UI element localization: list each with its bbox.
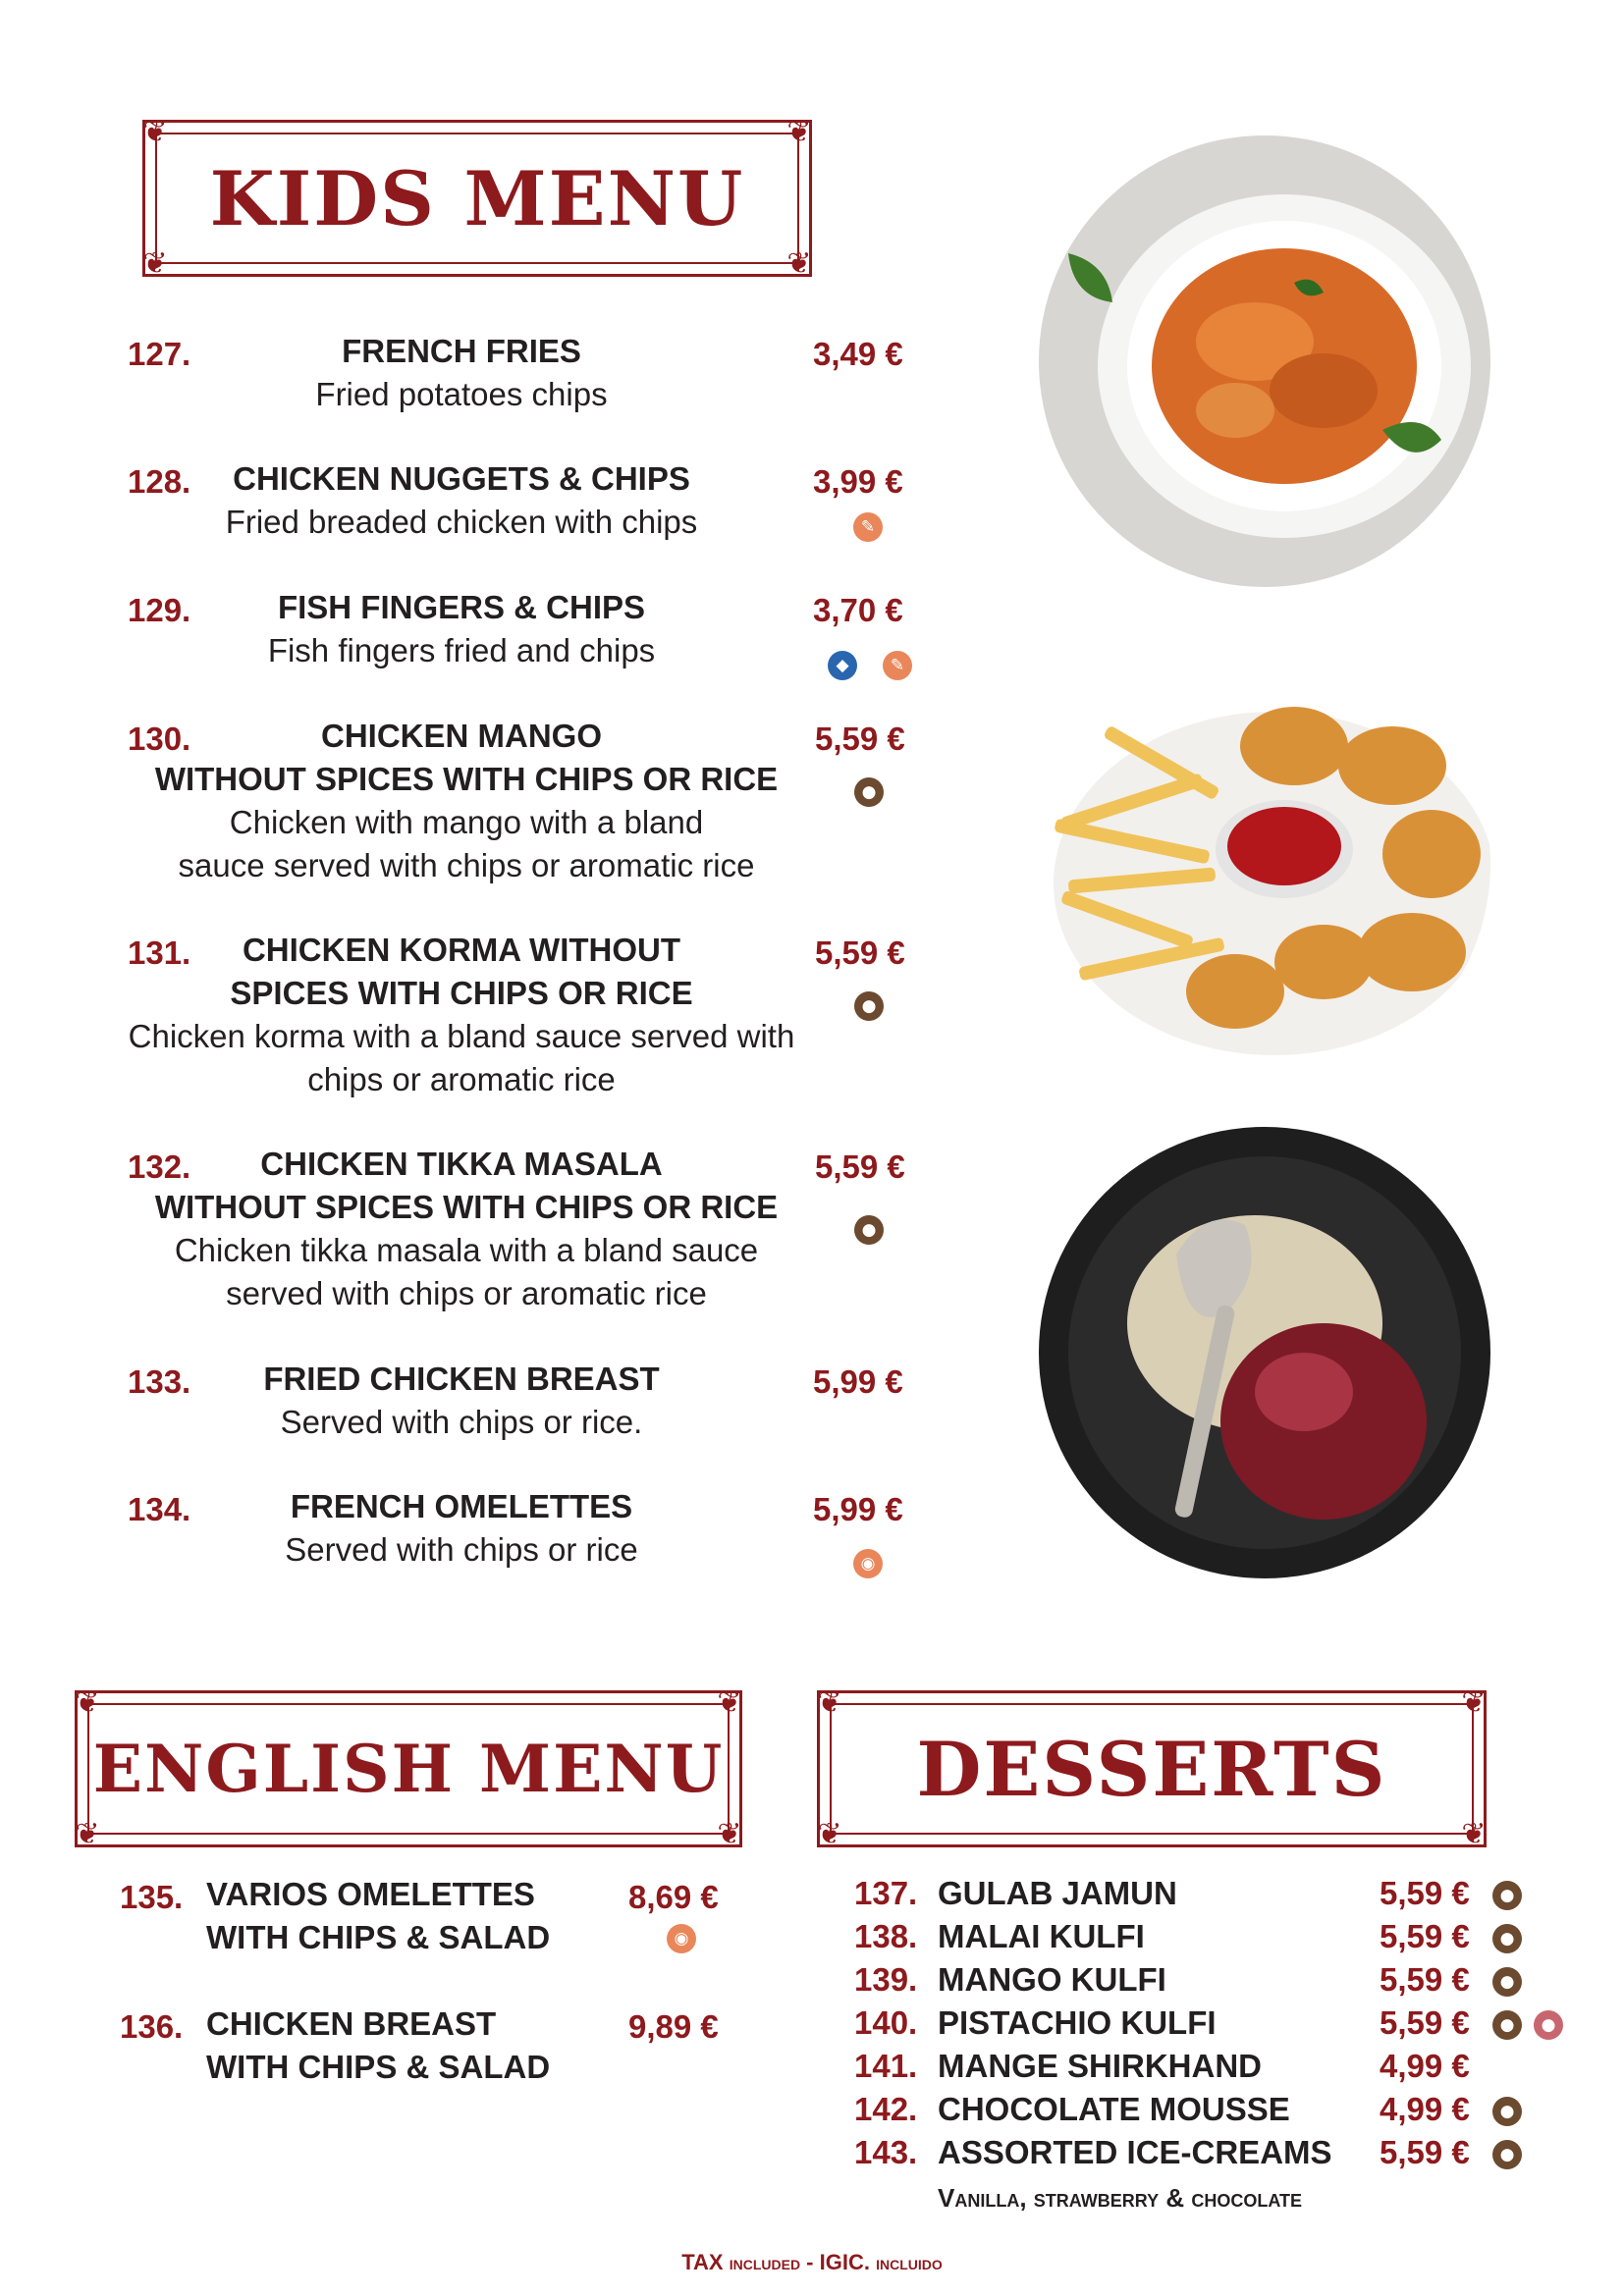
item-description: Fried breaded chicken with chips — [225, 504, 698, 540]
desserts-header — [817, 1685, 1487, 1851]
ice-cream-flavours-note: Vanilla, strawberry & chocolate — [938, 2183, 1302, 2213]
item-name: PISTACHIO KULFI — [938, 2004, 1217, 2041]
item-number: 128. — [128, 463, 191, 500]
incluido-label: incluido — [876, 2253, 943, 2274]
item-price: 5,59 € — [815, 934, 905, 971]
item-description: Chicken tikka masala with a bland sauce — [174, 1232, 759, 1268]
item-description: Chicken korma with a bland sauce served with — [128, 1018, 795, 1054]
item-name: CHICKEN BREAST — [206, 2005, 497, 2042]
nuggets-fries-photo — [1039, 638, 1490, 1090]
item-name: ASSORTED ICE-CREAMS — [938, 2134, 1332, 2170]
item-number: 127. — [128, 336, 191, 372]
igic-label: IGIC. — [819, 2250, 870, 2274]
gluten-icon: ✎ — [883, 651, 912, 680]
egg-icon: ◉ — [853, 1549, 883, 1578]
kids-menu-header — [142, 115, 812, 281]
item-name: CHOCOLATE MOUSSE — [938, 2091, 1290, 2127]
item-price: 5,99 € — [813, 1363, 903, 1400]
item-price: 4,99 € — [1380, 2048, 1470, 2084]
desserts-title: DESSERTS — [916, 1725, 1387, 1813]
item-description: Fried potatoes chips — [315, 376, 608, 412]
egg-icon: ◉ — [667, 1924, 696, 1953]
item-price: 5,59 € — [815, 1148, 905, 1185]
item-number: 140. — [854, 2004, 918, 2041]
item-description-line2: chips or aromatic rice — [307, 1061, 616, 1097]
ornament-icon: ❦ — [817, 1817, 842, 1851]
gulab-jamun-photo — [1039, 1127, 1490, 1578]
ornament-icon: ❦ — [717, 1817, 742, 1851]
item-number: 131. — [128, 934, 191, 971]
item-name: CHICKEN KORMA WITHOUT — [242, 932, 681, 968]
item-description-line2: sauce served with chips or aromatic rice — [178, 847, 755, 883]
item-number: 137. — [854, 1875, 918, 1911]
dessert-item — [854, 1961, 1542, 2004]
ornament-icon: ❦ — [786, 246, 812, 281]
item-number: 135. — [120, 1879, 184, 1915]
item-number: 138. — [854, 1918, 918, 1954]
ornament-icon: ❦ — [142, 115, 168, 149]
dairy-icon: ● — [1492, 2010, 1522, 2040]
item-number: 136. — [120, 2008, 184, 2045]
item-description: Fish fingers fried and chips — [267, 632, 656, 668]
item-price: 4,99 € — [1380, 2091, 1470, 2127]
item-name: GULAB JAMUN — [938, 1875, 1177, 1911]
ornament-icon: ❦ — [1461, 1817, 1487, 1851]
separator: - — [800, 2250, 820, 2274]
item-number: 130. — [128, 721, 191, 757]
item-number: 133. — [128, 1363, 191, 1400]
item-price: 5,59 € — [1380, 2134, 1470, 2170]
item-name-line2: WITHOUT SPICES WITH CHIPS OR RICE — [154, 761, 779, 797]
item-number: 142. — [854, 2091, 918, 2127]
item-name: MALAI KULFI — [938, 1918, 1145, 1954]
item-description-line2: served with chips or aromatic rice — [226, 1275, 707, 1311]
ornament-icon: ❦ — [1461, 1685, 1487, 1720]
tax-label: TAX — [681, 2250, 724, 2274]
item-number: 139. — [854, 1961, 918, 1998]
item-number: 129. — [128, 592, 191, 628]
dairy-icon: ● — [1492, 2140, 1522, 2169]
dairy-icon: ● — [1492, 1924, 1522, 1953]
item-name: FRENCH FRIES — [342, 333, 581, 369]
english-menu-title: ENGLISH MENU — [92, 1731, 725, 1807]
dessert-item — [854, 2134, 1542, 2177]
included-label: included — [729, 2253, 801, 2274]
item-name: FISH FINGERS & CHIPS — [277, 589, 646, 625]
dairy-icon: ● — [854, 1215, 884, 1245]
item-price: 3,70 € — [813, 592, 903, 628]
item-name-line2: WITHOUT SPICES WITH CHIPS OR RICE — [154, 1189, 779, 1225]
item-number: 132. — [128, 1148, 191, 1185]
item-price: 5,99 € — [813, 1491, 903, 1527]
gluten-icon: ✎ — [853, 512, 883, 542]
ornament-icon: ❦ — [142, 246, 168, 281]
dessert-item — [854, 1918, 1542, 1961]
item-name: CHICKEN MANGO — [321, 718, 602, 754]
item-price: 5,59 € — [1380, 2004, 1470, 2041]
item-price: 5,59 € — [1380, 1918, 1470, 1954]
dairy-icon: ● — [1492, 2097, 1522, 2126]
dessert-item — [854, 2048, 1542, 2091]
dessert-item — [854, 1875, 1542, 1918]
ornament-icon: ❦ — [817, 1685, 842, 1720]
kids-menu-title: KIDS MENU — [209, 154, 745, 242]
item-price: 5,59 € — [1380, 1961, 1470, 1998]
item-price: 3,99 € — [813, 463, 903, 500]
item-name: CHICKEN TIKKA MASALA — [260, 1146, 663, 1182]
fish-icon: ◆ — [828, 651, 857, 680]
item-name: VARIOS OMELETTES — [206, 1876, 535, 1912]
item-price: 8,69 € — [628, 1879, 719, 1915]
item-number: 134. — [128, 1491, 191, 1527]
item-price: 3,49 € — [813, 336, 903, 372]
item-name: FRIED CHICKEN BREAST — [263, 1361, 660, 1397]
tax-footer — [0, 2250, 1624, 2275]
item-name: MANGO KULFI — [938, 1961, 1166, 1998]
item-price: 5,59 € — [815, 721, 905, 757]
dairy-icon: ● — [1492, 1881, 1522, 1910]
item-name-line2: SPICES WITH CHIPS OR RICE — [230, 975, 693, 1011]
ornament-icon: ❦ — [786, 115, 812, 149]
dairy-icon: ● — [854, 991, 884, 1021]
item-number: 141. — [854, 2048, 918, 2084]
dessert-item — [854, 2004, 1556, 2048]
item-name: FRENCH OMELETTES — [290, 1488, 633, 1524]
curry-photo — [1039, 135, 1490, 587]
item-description: Served with chips or rice — [285, 1531, 638, 1568]
dairy-icon: ● — [1492, 1967, 1522, 1997]
nuts-icon: ● — [1534, 2010, 1563, 2040]
item-price: 5,59 € — [1380, 1875, 1470, 1911]
dairy-icon: ● — [854, 777, 884, 807]
item-name-line2: WITH CHIPS & SALAD — [206, 2049, 551, 2085]
item-description: Chicken with mango with a bland — [229, 804, 704, 840]
item-description: Served with chips or rice. — [280, 1404, 643, 1440]
item-price: 9,89 € — [628, 2008, 719, 2045]
item-number: 143. — [854, 2134, 918, 2170]
item-name: MANGE SHIRKHAND — [938, 2048, 1262, 2084]
item-name-line2: WITH CHIPS & SALAD — [206, 1919, 551, 1955]
ornament-icon: ❦ — [75, 1685, 100, 1720]
dessert-item — [854, 2091, 1542, 2134]
item-name: CHICKEN NUGGETS & CHIPS — [233, 460, 690, 497]
ornament-icon: ❦ — [75, 1817, 100, 1851]
ornament-icon: ❦ — [717, 1685, 742, 1720]
english-menu-header — [75, 1685, 742, 1851]
